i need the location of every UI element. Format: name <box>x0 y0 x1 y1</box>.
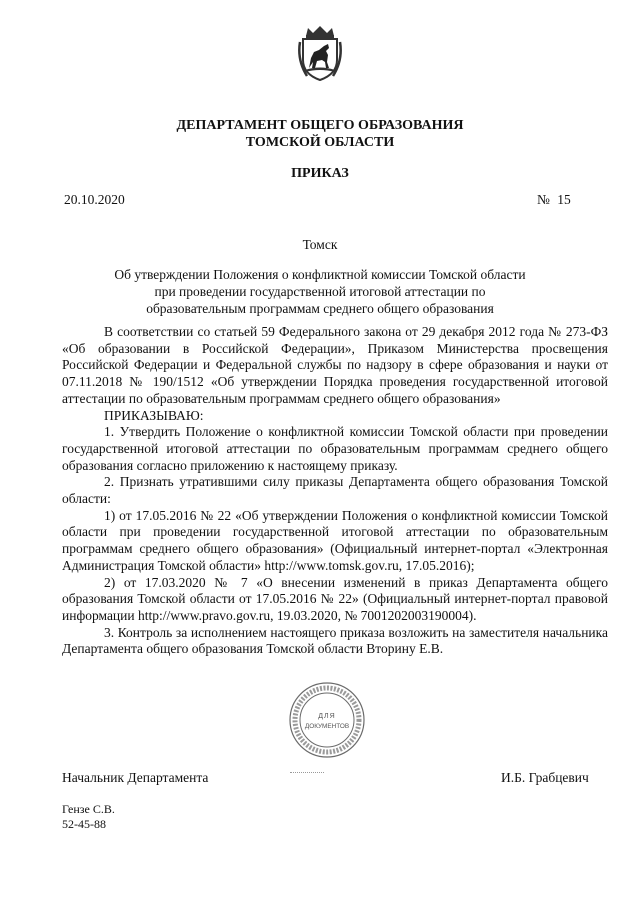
body-paragraph-preamble: В соответствии со статьей 59 Федерального закона от 29 декабря 2012 года № 273-ФЗ «Об образовании в Российской Федерации», Приказом Министерства просвещения Российской Федерации и Федеральной службы по надзору в сфере образования и науки от 07.11.2018 № 190/1512 «Об утверждении Порядка проведения государственной итоговой аттестации по образовательным программам среднего общего образования» <box>62 324 608 406</box>
signature-line <box>290 772 324 773</box>
document-date: 20.10.2020 <box>64 192 125 207</box>
signer-title: Начальник Департамента <box>62 770 209 785</box>
stamp-text-line1: ДЛЯ <box>318 713 336 720</box>
body-paragraph-subitem-2: 2) от 17.03.2020 № 7 «О внесении изменений в приказ Департамента общего образования Томской области от 17.05.2016 № 22» (Официальный интернет-портал правовой информации http://www.pravo.gov.ru, 19.03.2020, № 7001202003190004). <box>62 574 608 623</box>
document-body <box>62 324 608 658</box>
body-paragraph-subitem-1: 1) от 17.05.2016 № 22 «Об утверждении Положения о конфликтной комиссии Томской области при проведении государственной итоговой аттестации по образовательным программам среднего общего образования» (Официальный интернет-портал «Электронная Администрация Томской области» http://www.tomsk.gov.ru, 17.05.2016); <box>62 507 608 573</box>
executor-phone: 52-45-88 <box>62 817 106 831</box>
department-title-line2: ТОМСКОЙ ОБЛАСТИ <box>245 135 395 150</box>
executor-name: Гензе С.В. <box>62 802 115 816</box>
body-paragraph-item-2: 2. Признать утратившими силу приказы Департамента общего образования Томской области: <box>62 474 608 507</box>
body-paragraph-item-1: 1. Утвердить Положение о конфликтной комиссии Томской области при проведении государственной итоговой аттестации по образовательным программам среднего общего образования согласно приложению к настоящему приказу. <box>62 424 608 473</box>
official-stamp <box>287 680 367 760</box>
document-type-heading: ПРИКАЗ <box>291 166 349 181</box>
document-number: № 15 <box>537 192 571 207</box>
document-city: Томск <box>302 237 338 252</box>
stamp-text-line2: ДОКУМЕНТОВ <box>304 723 350 730</box>
department-title-line1: ДЕПАРТАМЕНТ ОБЩЕГО ОБРАЗОВАНИЯ <box>176 118 464 133</box>
signer-name: И.Б. Грабцевич <box>501 770 589 785</box>
tomsk-coat-of-arms-icon <box>297 24 343 82</box>
body-paragraph-order-word: ПРИКАЗЫВАЮ: <box>104 407 204 423</box>
document-subject: Об утверждении Положения о конфликтной комиссии Томской области при проведении государственной итоговой аттестации по образовательным программам среднего общего образования <box>114 267 526 316</box>
body-paragraph-item-3: 3. Контроль за исполнением настоящего приказа возложить на заместителя начальника Департамента общего образования Томской области Вторину Е.В. <box>62 624 608 657</box>
